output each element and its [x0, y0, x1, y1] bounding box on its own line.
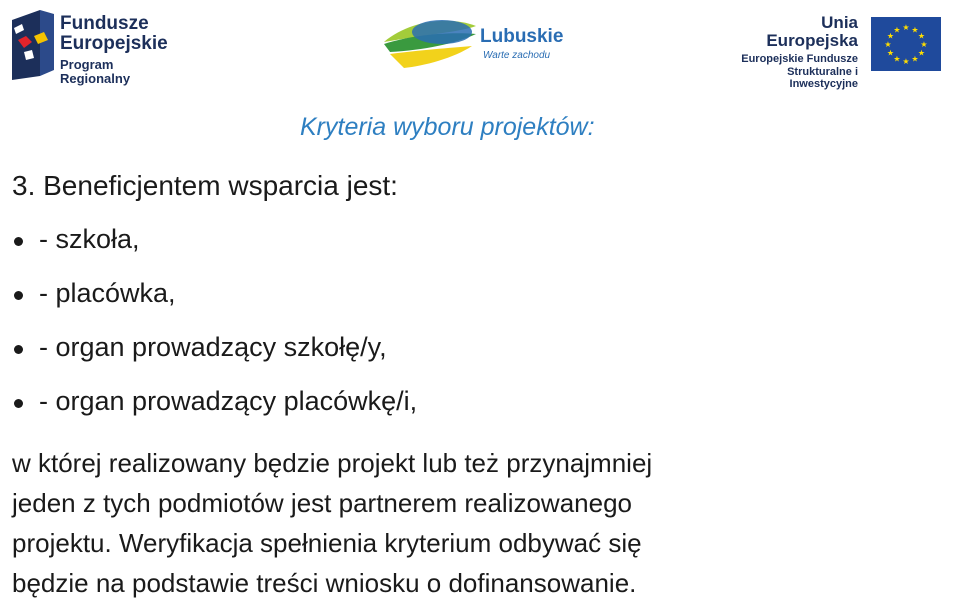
- eu-logo-text: [728, 14, 858, 90]
- fe-logo-line2: Europejskie: [60, 32, 168, 54]
- svg-text:★: ★: [920, 40, 928, 49]
- svg-text:★: ★: [886, 48, 895, 58]
- bullet-icon: [14, 345, 23, 354]
- eu-logo-line1: Unia Europejska: [766, 13, 858, 50]
- list-item-text: - szkoła,: [39, 224, 140, 254]
- verification-paragraph: [12, 443, 952, 603]
- svg-text:★: ★: [917, 48, 926, 58]
- list-item-text: - placówka,: [39, 278, 176, 308]
- bullet-icon: [14, 399, 23, 408]
- beneficiary-list: [12, 224, 417, 440]
- bullet-icon: [14, 291, 23, 300]
- fe-emblem-icon: [10, 6, 56, 82]
- list-item: [12, 386, 417, 440]
- lubuskie-wave-icon: [380, 12, 480, 72]
- svg-text:★: ★: [893, 54, 901, 64]
- eu-logo-line2: Europejskie Fundusze: [741, 52, 858, 65]
- list-item-text: - organ prowadzący szkołę/y,: [39, 332, 387, 362]
- paragraph-line: w której realizowany będzie projekt lub też przynajmniej: [12, 448, 653, 478]
- eu-flag-icon: [871, 17, 941, 71]
- svg-text:★: ★: [911, 54, 919, 64]
- svg-text:★: ★: [886, 31, 895, 41]
- svg-text:★: ★: [917, 31, 926, 41]
- lubuskie-slogan: Warte zachodu: [483, 50, 551, 61]
- eu-logo-line3: Strukturalne i Inwestycyjne: [787, 66, 858, 90]
- paragraph-line: projektu. Weryfikacja spełnienia kryterium odbywać się: [12, 528, 642, 558]
- fe-logo-text: [60, 14, 180, 85]
- unia-europejska-logo: [728, 13, 948, 90]
- bullet-icon: [14, 237, 23, 246]
- paragraph-line: będzie na podstawie treści wniosku o dofinansowanie.: [12, 568, 637, 598]
- paragraph-line: jeden z tych podmiotów jest partnerem realizowanego: [12, 488, 633, 518]
- svg-text:★: ★: [902, 23, 910, 32]
- lubuskie-logo: [380, 12, 580, 72]
- svg-text:★: ★: [902, 57, 910, 66]
- fe-logo-line1: Fundusze: [60, 13, 149, 34]
- fe-logo-line3: Program Regionalny: [60, 56, 131, 86]
- header-logos: [0, 0, 959, 100]
- list-item-text: - organ prowadzący placówkę/i,: [39, 386, 418, 416]
- list-item: [12, 332, 417, 386]
- list-item: [12, 224, 417, 278]
- fundusze-europejskie-logo: [10, 6, 180, 86]
- lubuskie-name: Lubuskie: [480, 26, 564, 47]
- svg-text:★: ★: [911, 25, 919, 35]
- criterion-heading: 3. Beneficjentem wsparcia jest:: [12, 170, 398, 201]
- slide-title: Kryteria wyboru projektów:: [300, 113, 595, 141]
- svg-text:★: ★: [884, 40, 892, 49]
- list-item: [12, 278, 417, 332]
- svg-text:★: ★: [893, 25, 901, 35]
